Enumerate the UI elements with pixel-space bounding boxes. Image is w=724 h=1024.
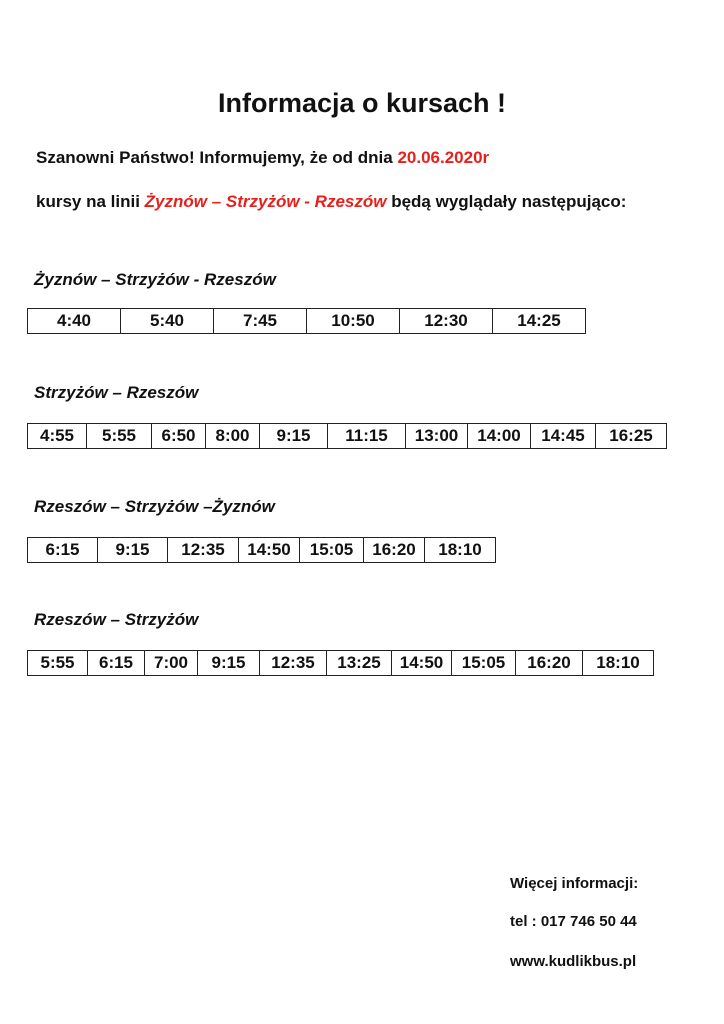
time-cell: 6:50 <box>152 424 206 449</box>
time-cell: 16:20 <box>516 651 583 676</box>
time-cell: 12:30 <box>400 309 493 334</box>
time-cell: 11:15 <box>328 424 406 449</box>
schedule-1-times <box>27 308 586 334</box>
time-cell: 15:05 <box>300 538 364 563</box>
intro-text: Szanowni Państwo! Informujemy, że od dnia <box>36 148 398 167</box>
website-link[interactable]: www.kudlikbus.pl <box>510 953 637 970</box>
table-row <box>28 424 667 449</box>
time-cell: 8:00 <box>206 424 260 449</box>
table-row <box>28 309 586 334</box>
time-cell: 12:35 <box>260 651 327 676</box>
time-cell: 4:55 <box>28 424 87 449</box>
time-cell: 5:40 <box>121 309 214 334</box>
schedule-4-route-title: Rzeszów – Strzyżów <box>34 610 199 629</box>
schedule-4-times <box>27 650 654 676</box>
more-info-label: Więcej informacji: <box>510 875 639 892</box>
time-cell: 14:45 <box>531 424 596 449</box>
time-cell: 14:25 <box>493 309 586 334</box>
schedule-1-route-title: Żyznów – Strzyżów - Rzeszów <box>34 270 276 289</box>
time-cell: 5:55 <box>87 424 152 449</box>
time-cell: 5:55 <box>28 651 88 676</box>
intro-line-1 <box>36 148 489 168</box>
time-cell: 7:45 <box>214 309 307 334</box>
time-cell: 6:15 <box>28 538 98 563</box>
time-cell: 10:50 <box>307 309 400 334</box>
effective-date: 20.06.2020r <box>397 148 490 167</box>
intro-line-2 <box>36 192 626 212</box>
time-cell: 6:15 <box>88 651 145 676</box>
time-cell: 9:15 <box>98 538 168 563</box>
time-cell: 14:50 <box>392 651 452 676</box>
intro-suffix: będą wyglądały następująco: <box>386 192 627 211</box>
table-row <box>28 651 654 676</box>
time-cell: 4:40 <box>28 309 121 334</box>
schedule-3-times <box>27 537 496 563</box>
schedule-2-times <box>27 423 667 449</box>
time-cell: 18:10 <box>425 538 496 563</box>
intro-prefix: kursy na linii <box>36 192 145 211</box>
page-title: Informacja o kursach ! <box>217 88 507 118</box>
time-cell: 16:25 <box>596 424 667 449</box>
time-cell: 12:35 <box>168 538 239 563</box>
phone-number: tel : 017 746 50 44 <box>510 913 637 930</box>
time-cell: 9:15 <box>260 424 328 449</box>
time-cell: 7:00 <box>145 651 198 676</box>
time-cell: 14:00 <box>468 424 531 449</box>
intro-route: Żyznów – Strzyżów - Rzeszów <box>144 192 387 211</box>
schedule-2-route-title: Strzyżów – Rzeszów <box>34 383 199 402</box>
time-cell: 13:00 <box>406 424 468 449</box>
time-cell: 16:20 <box>364 538 425 563</box>
time-cell: 14:50 <box>239 538 300 563</box>
time-cell: 15:05 <box>452 651 516 676</box>
time-cell: 18:10 <box>583 651 654 676</box>
time-cell: 9:15 <box>198 651 260 676</box>
schedule-3-route-title: Rzeszów – Strzyżów –Żyznów <box>34 497 275 516</box>
table-row <box>28 538 496 563</box>
time-cell: 13:25 <box>327 651 392 676</box>
